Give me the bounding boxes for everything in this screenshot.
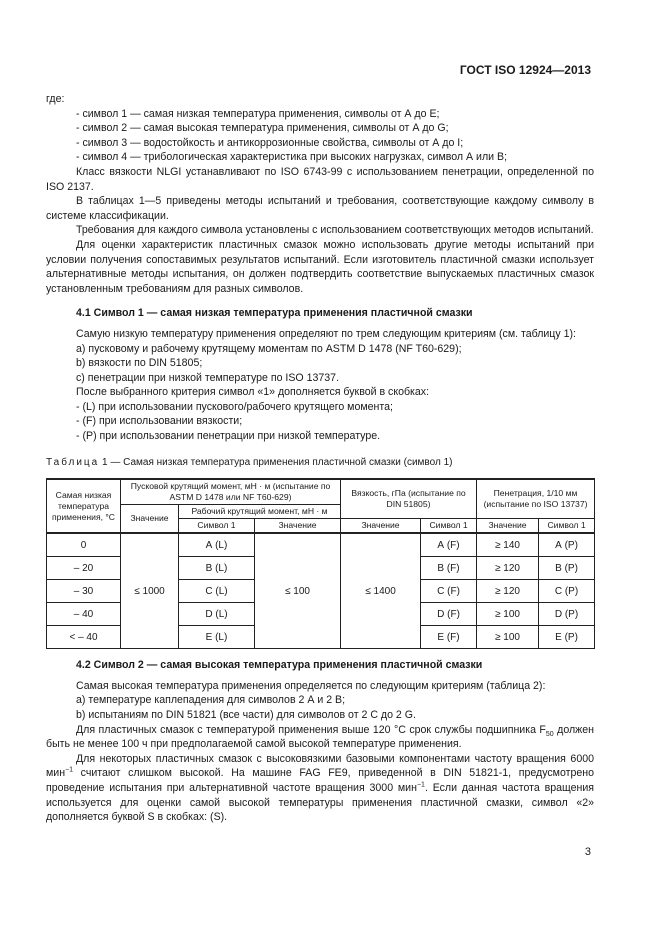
section-heading-4-2: 4.2 Символ 2 — самая высокая температура применения пластичной смазки: [76, 659, 483, 672]
cell-symbol-f: А (F): [421, 533, 477, 557]
where-label: где:: [46, 93, 65, 105]
cell-symbol-l: D (L): [179, 603, 255, 626]
list-item: - символ 1 — самая низкая температура применения, символы от А до Е;: [76, 107, 440, 120]
page-number: 3: [584, 846, 591, 858]
cell-temp: – 30: [47, 580, 121, 603]
list-item: b) испытаниям по DIN 51821 (все части) для символов от 2 С до 2 G.: [76, 709, 416, 722]
subscript: 50: [545, 730, 554, 738]
cell-symbol-p: С (Р): [539, 580, 595, 603]
list-item: а) температуре каплепадения для символов 2 А и 2 В;: [76, 694, 346, 707]
cell-symbol-f: D (F): [421, 603, 477, 626]
cell-symbol-p: D (Р): [539, 603, 595, 626]
cell-symbol-l: В (L): [179, 557, 255, 580]
table-caption-word: Таблица: [46, 456, 100, 468]
header-viscosity: Вязкость, гПа (испытание по DIN 51805): [341, 479, 477, 519]
list-item: - символ 3 — водостойкость и антикоррозионные свойства, символы от А до I;: [76, 136, 464, 149]
header-penetration: Пенетрация, 1/10 мм (испытание по ISO 13737): [477, 479, 595, 519]
paragraph-4-1: Самую низкую температуру применения определяют по трем следующим критериям (см. таблицу 1):: [76, 327, 576, 340]
list-item: - символ 2 — самая высокая температура применения, символы от А до G;: [76, 122, 449, 135]
cell-symbol-f: Е (F): [421, 626, 477, 649]
header-temp: Самая низкая температура применения, °С: [47, 479, 121, 533]
cell-symbol-f: В (F): [421, 557, 477, 580]
header-value: Значение: [255, 519, 341, 534]
cell-symbol-p: А (Р): [539, 533, 595, 557]
cell-symbol-l: Е (L): [179, 626, 255, 649]
paragraph-4-2: Самая высокая температура применения определяется по следующим критериям (таблица 2):: [76, 679, 546, 692]
header-torque: Пусковой крутящий момент, мН · м (испытание по ASTM D 1478 или NF T60-629): [121, 479, 341, 505]
paragraph-tables: В таблицах 1—5 приведены методы испытаний и требования, соответствующие каждому символу в системе классификации.: [46, 195, 594, 222]
cell-penetration: ≥ 120: [477, 557, 539, 580]
header-symbol: Символ 1: [421, 519, 477, 534]
superscript: −1: [65, 766, 74, 774]
cell-penetration: ≥ 100: [477, 603, 539, 626]
cell-symbol-l: С (L): [179, 580, 255, 603]
paragraph-after-criteria: После выбранного критерия символ «1» дополняется буквой в скобках:: [76, 386, 430, 399]
list-item: - символ 4 — трибологическая характеристика при высоких нагрузках, символ А или В;: [76, 151, 508, 164]
header-value: Значение: [477, 519, 539, 534]
cell-symbol-p: В (Р): [539, 557, 595, 580]
table-1: [46, 478, 595, 649]
text-run: должен быть не менее 100 ч при предполагаемой самой высокой температуре применения.: [46, 723, 595, 751]
list-item: - (L) при использовании пускового/рабочего крутящего момента;: [76, 400, 393, 413]
list-item: а) пусковому и рабочему крутящему моментам по ASTM D 1478 (NF T60-629);: [76, 342, 462, 355]
header-symbol: Символ 1: [539, 519, 595, 534]
document-header: ГОСТ ISO 12924—2013: [459, 63, 591, 77]
cell-penetration: ≥ 140: [477, 533, 539, 557]
cell-symbol-l: А (L): [179, 533, 255, 557]
text-run: Для некоторых пластичных смазок с высоковязкими базовыми компонентами частоту вращения 6000 мин: [46, 752, 594, 780]
header-value: Значение: [341, 519, 421, 534]
table-row: [47, 533, 595, 557]
list-item: - (F) при использовании вязкости;: [76, 415, 243, 428]
table-caption: [46, 456, 594, 471]
text-run: Для пластичных смазок с температурой применения выше 120 °С срок службы подшипника F: [76, 723, 546, 736]
superscript: −1: [416, 781, 425, 789]
cell-temp: 0: [47, 533, 121, 557]
cell-symbol-f: С (F): [421, 580, 477, 603]
cell-penetration: ≥ 120: [477, 580, 539, 603]
paragraph-requirements: Требования для каждого символа установлены с использованием соответствующих методов испытаний.: [76, 224, 594, 237]
paragraph-rotation-speed: [46, 752, 594, 825]
section-heading-4-1: 4.1 Символ 1 — самая низкая температура применения пластичной смазки: [76, 307, 473, 320]
cell-work-torque: ≤ 100: [255, 533, 341, 649]
cell-temp: < – 40: [47, 626, 121, 649]
cell-temp: – 40: [47, 603, 121, 626]
cell-temp: – 20: [47, 557, 121, 580]
header-value: Значение: [121, 505, 179, 534]
list-item: - (P) при использовании пенетрации при низкой температуре.: [76, 430, 381, 443]
text-run: считают слишком высокой. На машине FAG FE9, приведенной в DIN 51821-1, предусмотрено проведение испытания при альтернативной частоте вращения 3000 мин: [46, 767, 594, 794]
cell-start-torque: ≤ 1000: [121, 533, 179, 649]
document-body: [46, 92, 594, 825]
cell-symbol-p: Е (Р): [539, 626, 595, 649]
header-work-torque: Рабочий крутящий момент, мН · м: [179, 505, 341, 519]
table-caption-text: 1 — Самая низкая температура применения пластичной смазки (символ 1): [102, 456, 453, 468]
list-item: с) пенетрации при низкой температуре по ISO 13737.: [76, 371, 340, 384]
paragraph-bearing-life: [46, 723, 594, 752]
header-symbol: Символ 1: [179, 519, 255, 534]
list-item: b) вязкости по DIN 51805;: [76, 357, 203, 370]
paragraph-other-methods: Для оценки характеристик пластичных смазок можно использовать другие методы испытаний при условии получения сопоставимых результатов испытаний. Если изготовитель пластичной смазки использует альтернативные методы испытания, он должен подтвердить соответствие выпускаемых пластичных смазок установленным требованиям для разных символов.: [46, 238, 594, 295]
cell-penetration: ≥ 100: [477, 626, 539, 649]
paragraph-nlgi: Класс вязкости NLGI устанавливают по ISO 6743-99 с использованием пенетрации, определенной по ISO 2137.: [46, 165, 594, 193]
text-run: . Если данная частота вращения используется для оценки самой высокой температуры применения пластичной смазки, символ «2» дополняется буквой S в скобках: (S).: [46, 782, 595, 824]
cell-viscosity: ≤ 1400: [341, 533, 421, 649]
